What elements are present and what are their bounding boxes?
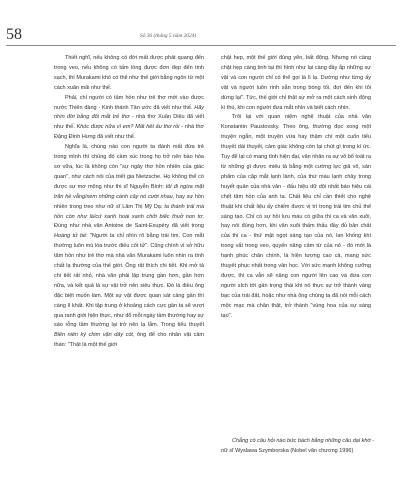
right-column bbox=[221, 54, 371, 321]
left-paragraph-2: Phải, chỉ người có tâm hồn như trẻ thơ mới vào được nước Thiên đàng - Kinh thánh Tân ước đã viết như thế. Hãy nhìn đời bằng đôi mắt trẻ thơ - nhà thơ Xuân Diệu đã viết như thế. Khóc được nữa vì em? Mất hết ấu thơ rồi - nhà thơ Đặng Đình Hưng đã viết như thế. bbox=[54, 94, 204, 141]
left-paragraph-1: Thiết nghĩ, nếu không có đời mất được phát quang đến trong veo, nếu không có tấm lòng được đơn đẹp đến tinh sạch, thì Murakami khó có thể như thế giới bằng ngôn từ một cách xuân mãi như thế. bbox=[54, 55, 204, 91]
left-paragraph-3: Nghĩa là, chúng nào con người ta đánh mất đứa trẻ trong mình thì chúng đó cầm xúc trong họ trở nên bào hòa sơ vữa, lúc là không còn "sự ngây thơ hồn nhiên của giác quan", như cách nói của triết gia Nietzsche. Họ không thể có được sự mơ mộng như thi sĩ Nguyễn Bính: tôi đi ngừa mặt trăn hề vẵng/xem những cánh cây nó cười nhau, hay sự hồn nhiên trong treo như nữ sĩ Lâm Thị Mỹ Dạ: ta thành trái mà hồn còn như lá/cứ xanh hoài xanh chởi biếc thuở non tơ. Đúng như nhà văn Antoine de Saint-Exupéry đã viết trong Hoàng tử bé: "Người ta chỉ nhìn rõ bằng trái tim. Con mắt thường luôn mù lòa trước điều cốt tử". Cũng chính vì sở hữu tâm hồn như trẻ thơ mà nhà văn Murakami luôn nhìn ra tính chất lạ thường của thế giới. Ông rất thích chi tiết. Khi mở tả chi tiết rất nhỏ, nhà văn phải lập trung gần hơn, gần hơn nữa, và kết quả là sự vật trở nên siêu thực. Đó là điều ông đặc biệt muốn làm. Một sự vật được quan sát càng gần thì càng lì khất. Khi tập trung ở khoảng cách cực gần ta sẽ vượt qua ranh giới hiện thực, như đổ mỗi ngày tầm thường hay sự sáo rỗng tầm thường lại trở nên lạ lẫm. Trong tiểu thuyết Biên niên ký chim vặn dây cót, ông để cho nhân vật cảm thán: "Thật là một thế giới bbox=[54, 144, 205, 349]
right-paragraph-2: Trôi lại với quan niệm nghệ thuật của nhà văn Konstantin Paustovsky. Theo ông, thường đọc xong một truyện ngắn, một truyện vừa hay thậm chí một cuốn tiểu thuyết dài thuyết, cảm giác không còn lại chút gì trong kí ức. Tuy để lại có mang tính hiện đại, văn nhân ra sự vô bổ toát ra từ những gì được miêu tả bằng một cường lực giả vô, sản phẩm của cặp mắt lạnh lành, của thứ máu lạnh chảy trong huyết quản của nhà văn - đấu hiệu dữ dội nhất báo hiệu cái chết tâm hồn của anh ta. Chất liệu chỉ cần thiết cho nghệ thuật khi chất liệu ấy chiếm được vị trí trong trái tim chủ thể sáng tạo. Chỉ có sự hồi lưu máu có giữa thi ca và văn xuôi, hay nói đúng hơn, khi văn xuôi thấm thấu đầy đủ bản chất của thi ca - thứ mật ngọt sáng tạo của nó, lan khống khí trong vắt trong veo, quyến năng cảm từ của nó - đó mới là hạnh phúc chân chính, là hiện tượng cao cả, mang sức thuyết phục nhất trong văn học. Với sức mạnh không cưỡng được, thi ca vẫn sẽ nâng con người lên cao và đưa con người sích tới gần trọng thái khi nó thực sự trở thành vàng bạc của trái đất, hoặc như nhà ông chúng ta đã nói mỗi cách mộc mạc mà chân thật, trở thành "vùng hoa của sự sáng tạo". bbox=[221, 114, 371, 319]
page-number: 58 bbox=[6, 26, 22, 43]
right-paragraph-1: chật hẹp, một thế giới đúng yên, bất động. Nhưng nó càng chật hẹp càng tinh tại thì hình như lại càng đầy ắp những sự vật và con người chỉ có thể gọi là lì lạ. Dường như từng ấy vật và người luôn rình sẵn trong bóng tối, đợi đến khi tôi dừng lại". Tức, thế giới chỉ thật sự mở ra một cách sinh động kì thú, khi con người đưa mắt nhìn và biết cách nhìn. bbox=[221, 55, 371, 111]
left-column bbox=[54, 54, 204, 351]
header-rule bbox=[6, 45, 396, 46]
issue-info: Số 36 (tháng 5 năm 2024) bbox=[140, 33, 197, 39]
closing-quote: Chẳng có câu hỏi nào bức bách bằng những câu dại khờ - nữ sĩ Wyslawa Szymborska (Nobel văn chương 1996) bbox=[221, 438, 375, 454]
